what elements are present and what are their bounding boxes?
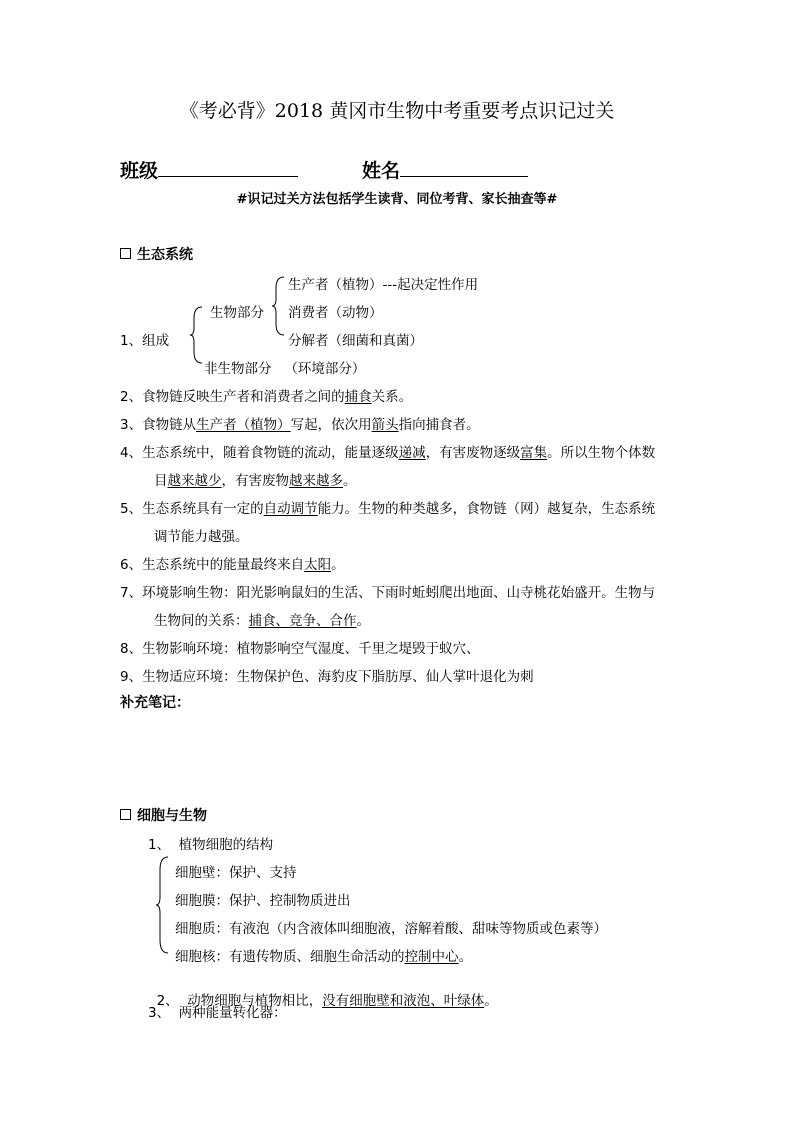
cell-item-2-text: 2、 动物细胞与植物相比， [156, 993, 323, 1009]
brace-bio-part-icon [272, 276, 286, 336]
item-4-text-cont: 目 [154, 473, 168, 489]
nucleus-text-end: 。 [458, 949, 472, 965]
cytoplasm-text: 细胞质：有液泡（内含液体叫细胞液，溶解着酸、甜味等物质或色素等） [175, 921, 607, 937]
item-3-key-2: 箭头 [371, 417, 399, 433]
cell-membrane-text: 细胞膜：保护、控制物质进出 [175, 893, 351, 909]
item-3-key-1: 生产者（植物） [196, 417, 291, 433]
brace-composition-icon [190, 306, 204, 364]
nucleus-key: 控制中心 [404, 949, 459, 965]
method-note: #识记过关方法包括学生读背、同位考背、家长抽查等# [236, 192, 558, 207]
item-4-key-2: 富集 [520, 445, 548, 461]
item-7-line-2 [154, 609, 370, 629]
item-4-key-1: 递减 [398, 445, 426, 461]
section-ecosystem-heading [120, 244, 193, 264]
class-blank[interactable] [158, 158, 298, 177]
item-3-text: 3、食物链从 [120, 417, 197, 433]
item-4-text-cont2: ，有害废物 [221, 473, 289, 489]
item-4-text-tail: 。所以生物个体数 [547, 445, 656, 461]
name-field[interactable] [362, 156, 528, 183]
page-title: 《考必背》2018 黄冈市生物中考重要考点识记过关 [179, 100, 615, 122]
section-cell-heading [120, 805, 207, 825]
item-6-text: 6、生态系统中的能量最终来自 [120, 557, 305, 573]
cell-item-2-text-end: 。 [484, 993, 498, 1009]
section-cell-title: 细胞与生物 [137, 808, 207, 824]
item-7-key: 捕食、竞争、合作 [248, 613, 357, 629]
item-4-line-1 [120, 441, 655, 461]
item-2-text-end: 关系。 [371, 389, 413, 405]
brace-cell-structure-icon [156, 856, 170, 954]
item-6-key: 太阳 [304, 557, 332, 573]
nucleus-text-main: 细胞核：有遗传物质、细胞生命活动的 [175, 949, 405, 965]
item-2 [120, 385, 412, 405]
decomposer-text: 分解者（细菌和真菌） [288, 333, 423, 349]
bio-part-label: 生物部分 [210, 305, 264, 321]
item-1-label: 组成 [142, 333, 170, 349]
supplement-notes-label: 补充笔记： [120, 695, 190, 711]
item-1-number: 1、 [120, 333, 143, 349]
checkbox-icon[interactable] [120, 809, 131, 820]
nonbio-part-text: 非生物部分 （环境部分） [204, 361, 366, 377]
producer-text: 生产者（植物）---起决定性作用 [288, 277, 479, 293]
item-2-key: 捕食 [344, 389, 372, 405]
item-5-key: 自动调节 [263, 501, 318, 517]
item-4-text-mid: ，有害废物逐级 [425, 445, 521, 461]
cell-item-2-key: 没有细胞壁和液泡、叶绿体 [322, 993, 485, 1009]
class-field[interactable] [120, 156, 298, 183]
cell-item-3: 3、 两种能量转化器： [148, 1005, 287, 1021]
name-label: 姓名 [362, 160, 401, 182]
cell-wall-text: 细胞壁：保护、支持 [175, 865, 297, 881]
item-4-line-2 [154, 469, 357, 489]
item-2-text: 2、食物链反映生产者和消费者之间的 [120, 389, 345, 405]
item-3-text-mid: 写起，依次用 [290, 417, 372, 433]
item-7-line-1: 7、环境影响生物：阳光影响鼠妇的生活、下雨时蚯蚓爬出地面、山寺桃花始盛开。生物与 [120, 585, 656, 601]
item-4-text-end: 。 [343, 473, 357, 489]
checkbox-icon[interactable] [120, 248, 131, 259]
item-1 [120, 329, 169, 349]
item-5-text: 5、生态系统具有一定的 [120, 501, 264, 517]
nucleus-text [175, 945, 472, 965]
name-blank[interactable] [400, 158, 528, 177]
item-4-key-4: 越来越多 [289, 473, 343, 489]
consumer-text: 消费者（动物） [288, 305, 383, 321]
class-label: 班级 [120, 160, 159, 182]
item-5-text-tail: 能力。生物的种类越多，食物链（网）越复杂，生态系统 [317, 501, 656, 517]
item-3 [120, 413, 480, 433]
item-6 [120, 553, 345, 573]
item-3-text-end: 指向捕食者。 [398, 417, 480, 433]
item-8: 8、生物影响环境：植物影响空气湿度、千里之堤毁于蚁穴、 [120, 641, 480, 657]
item-4-key-3: 越来越少 [167, 473, 222, 489]
item-5-line-2: 调节能力越强。 [154, 529, 249, 545]
item-7-text-end: 。 [356, 613, 370, 629]
cell-item-1: 1、 植物细胞的结构 [148, 837, 274, 853]
item-5-line-1 [120, 497, 655, 517]
item-6-text-end: 。 [331, 557, 345, 573]
section-ecosystem-title: 生态系统 [137, 247, 193, 263]
item-4-text: 4、生态系统中，随着食物链的流动，能量逐级 [120, 445, 399, 461]
item-7-text-cont: 生物间的关系： [154, 613, 249, 629]
item-9: 9、生物适应环境：生物保护色、海豹皮下脂肪厚、仙人掌叶退化为刺 [120, 669, 534, 685]
